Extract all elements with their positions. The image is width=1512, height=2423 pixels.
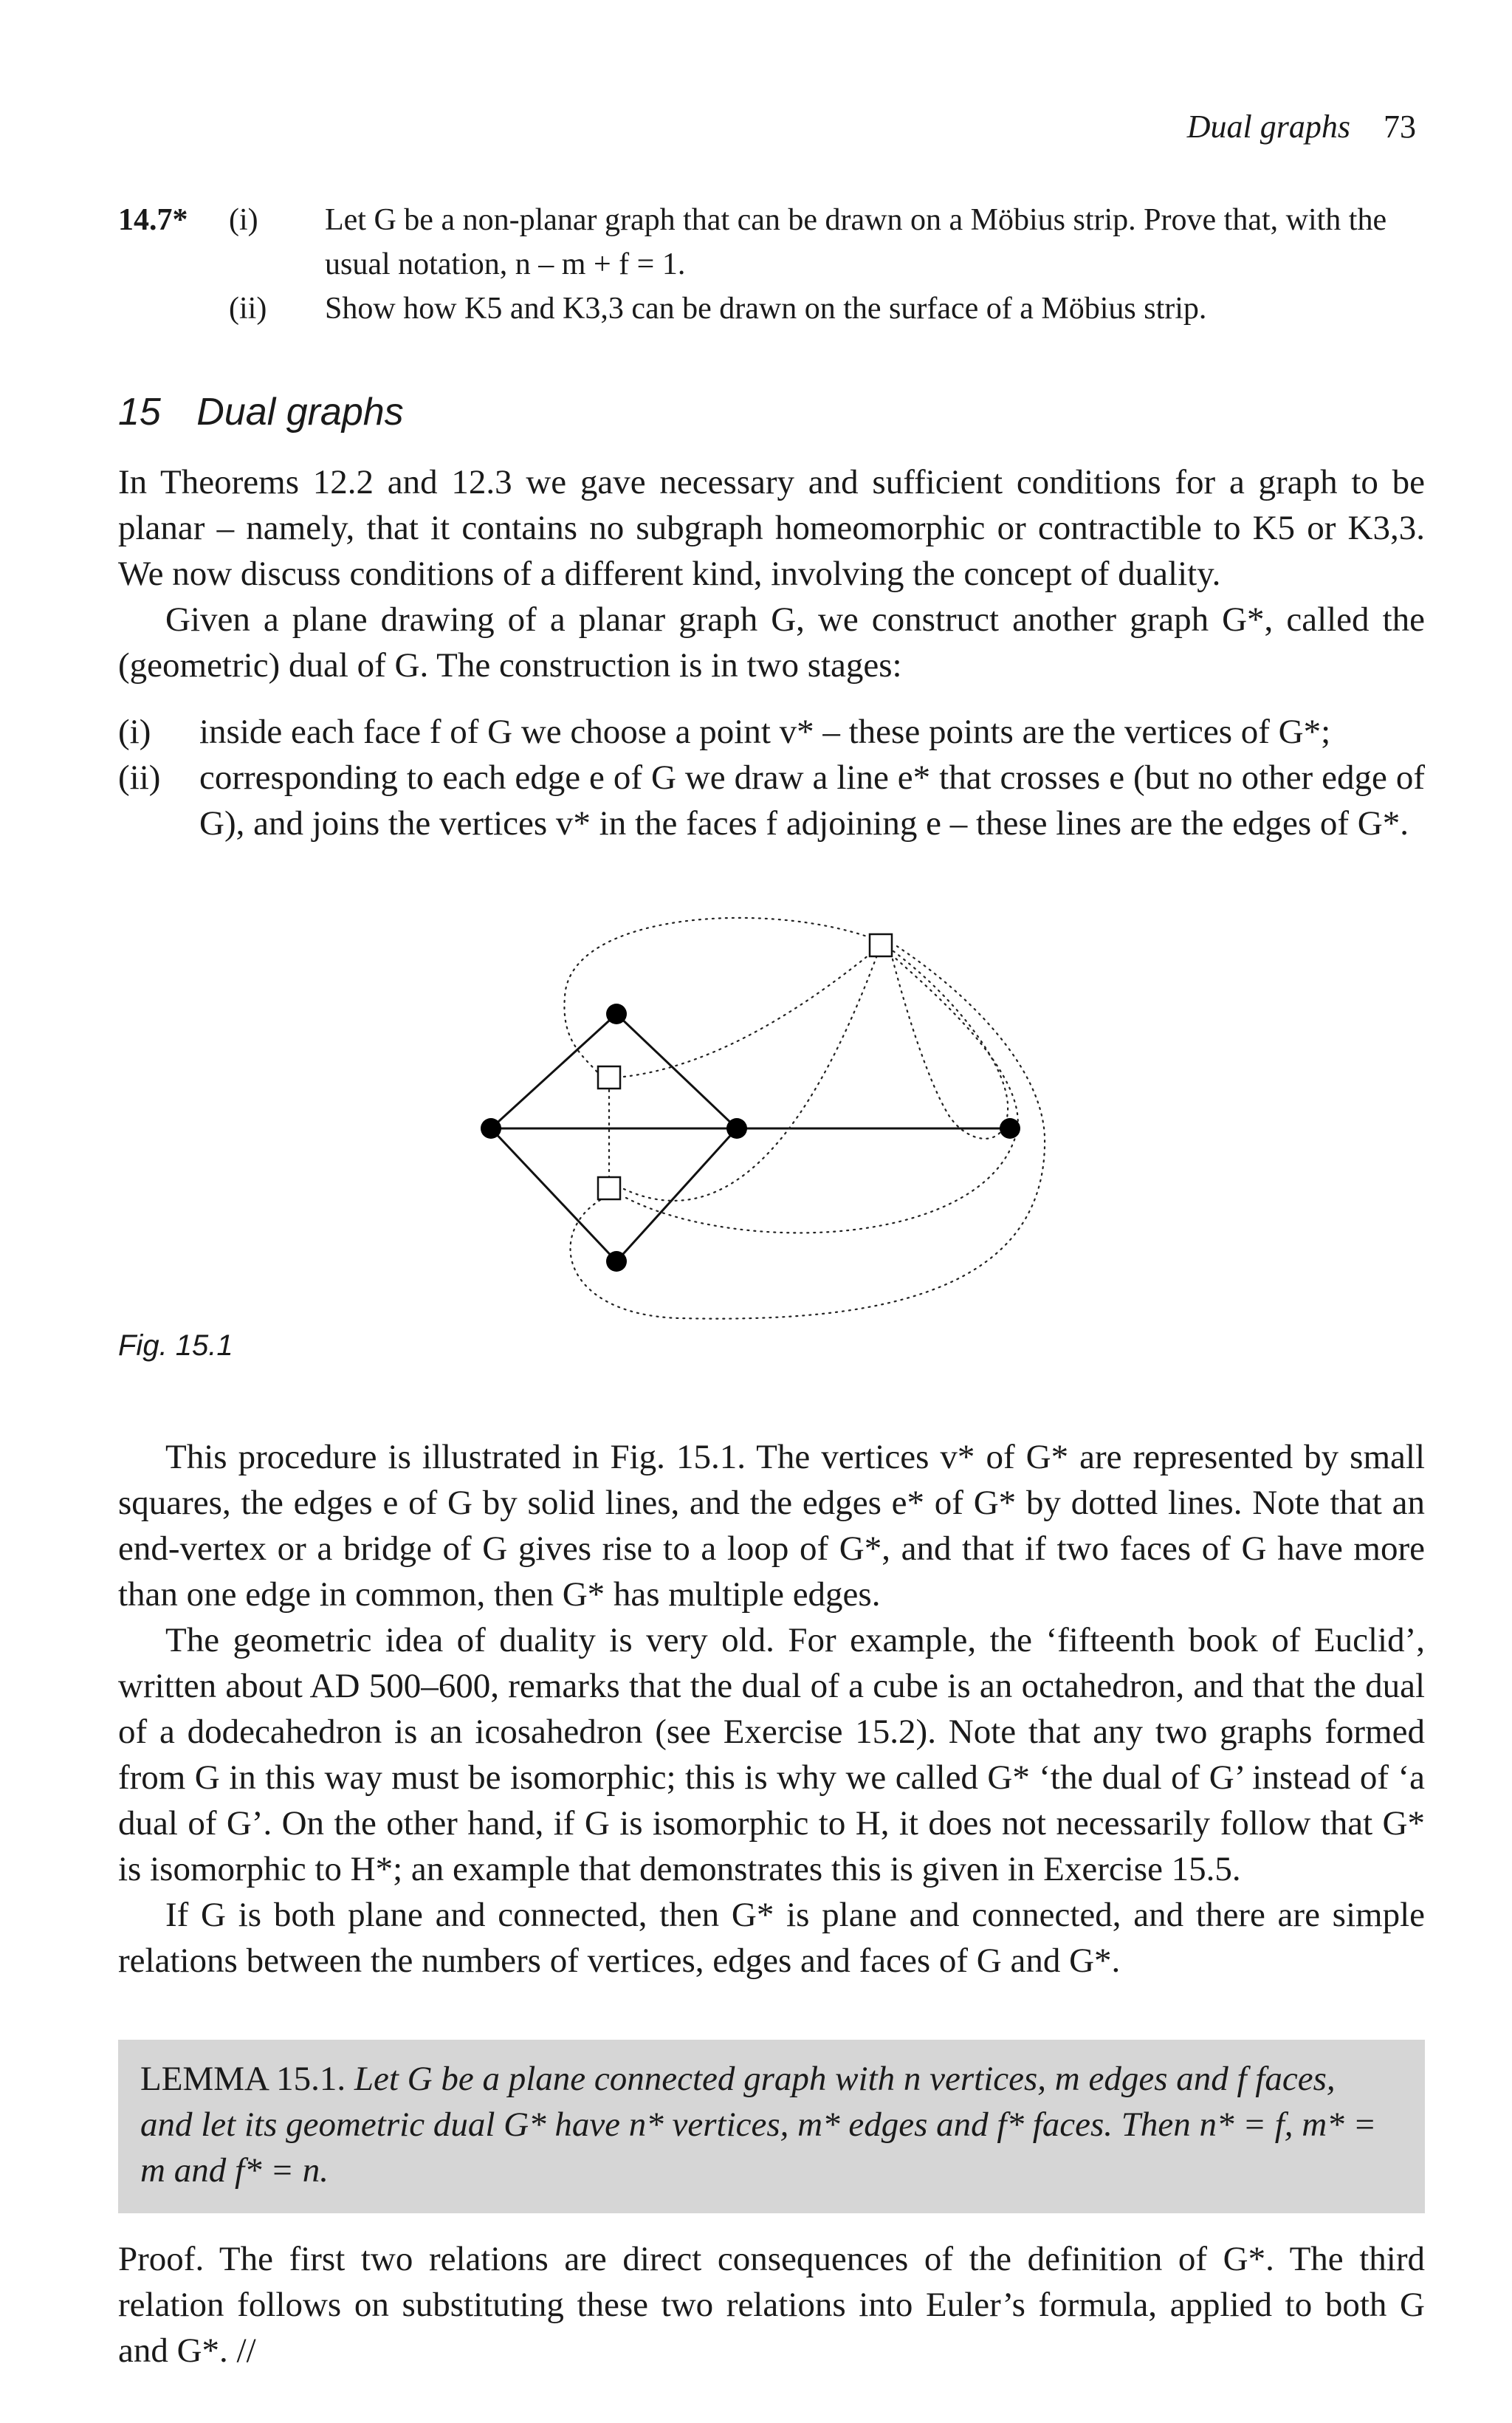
dual-vertex bbox=[598, 1177, 620, 1199]
figure-caption: Fig. 15.1 bbox=[118, 1329, 233, 1362]
section-title: Dual graphs bbox=[196, 391, 404, 433]
paragraph-history: The geometric idea of duality is very old. For example, the ‘fifteenth book of Euclid’, written about AD 500–600, remarks that the dual of a cube is an octahedron, and that the dual of a dodecahedron is an icosahedron (see Exercise 15.2). Note that any two graphs formed from G in this way must be isomorphic; this is why we called G* ‘the dual of G’ instead of ‘a dual of G’. On the other hand, if G is isomorphic to H, it does not necessarily follow that G* is isomorphic to H*; an example that demonstrates this is given in Exercise 15.5. bbox=[118, 1621, 1425, 1888]
lemma-label: LEMMA 15.1. bbox=[140, 2060, 346, 2098]
list-item bbox=[118, 755, 1425, 846]
paragraph-intro: In Theorems 12.2 and 12.3 we gave necessary and sufficient conditions for a graph to be planar – namely, that it contains no subgraph homeomorphic or contractible to K5 or K3,3. We now discuss conditions of a different kind, involving the concept of duality. bbox=[118, 463, 1425, 593]
dual-edge bbox=[624, 945, 881, 1201]
graph-vertex bbox=[606, 1004, 627, 1024]
list-item-label: (i) bbox=[118, 713, 151, 751]
exercise-item-text: Show how K5 and K3,3 can be drawn on the surface of a Möbius strip. bbox=[325, 292, 1207, 326]
running-header bbox=[1187, 108, 1416, 145]
dual-vertex bbox=[598, 1066, 620, 1089]
exercise-item-label: (i) bbox=[229, 203, 258, 237]
running-title: Dual graphs bbox=[1186, 109, 1350, 145]
construction-list bbox=[118, 709, 1425, 846]
lemma-text: Let G be a plane connected graph with n vertices, m edges and f faces, and let its geometric dual G* have n* vertices, m* edges and f* faces. Then n* = f, m* = m and f* = n. bbox=[140, 2060, 1377, 2190]
paragraph-relations: If G is both plane and connected, then G* is plane and connected, and there are simple relations between the numbers of vertices, edges and faces of G and G*. bbox=[118, 1896, 1425, 1980]
section-heading bbox=[118, 390, 404, 434]
list-item-text: corresponding to each edge e of G we draw a line e* that crosses e (but no other edge of G), and joins the vertices v* in the faces f adjoining e – these lines are the edges of G*. bbox=[199, 758, 1425, 843]
dual-edge bbox=[564, 918, 871, 1075]
paragraph-illustration: This procedure is illustrated in Fig. 15.1. The vertices v* of G* are represented by small squares, the edges e of G by solid lines, and the edges e* of G* by dotted lines. Note that an end-vertex or a bridge of G gives rise to a loop of G*, and that if two faces of G have more than one edge in common, then G* has multiple edges. bbox=[118, 1438, 1425, 1614]
graph-vertex bbox=[481, 1118, 501, 1139]
exercise-item-text: Let G be a non-planar graph that can be drawn on a Möbius strip. Prove that, with the usual notation, n – m + f = 1. bbox=[325, 203, 1387, 281]
proof-paragraph: Proof. The first two relations are direct consequences of the definition of G*. The third relation follows on substituting these two relations into Euler’s formula, applied to both G and G*. // bbox=[118, 2240, 1425, 2370]
graph-edge bbox=[616, 1128, 737, 1261]
dual-vertex bbox=[870, 934, 892, 956]
page-number: 73 bbox=[1384, 109, 1416, 145]
exercise-item-label: (ii) bbox=[229, 292, 267, 326]
dual-edge bbox=[892, 951, 1008, 1139]
lemma-box bbox=[118, 2040, 1425, 2213]
dual-edge bbox=[626, 956, 1018, 1233]
paragraph-dual-definition: Given a plane drawing of a planar graph G, we construct another graph G*, called the (geometric) dual of G. The construction is in two stages: bbox=[118, 600, 1425, 685]
graph-vertex bbox=[726, 1118, 747, 1139]
graph-edge bbox=[616, 1014, 737, 1128]
graph-vertex bbox=[1000, 1118, 1020, 1139]
section-number: 15 bbox=[118, 391, 161, 433]
list-item-text: inside each face f of G we choose a point v* – these points are the vertices of G*; bbox=[199, 713, 1331, 751]
graph-vertex bbox=[606, 1251, 627, 1272]
exercise-number: 14.7* bbox=[118, 203, 188, 237]
list-item bbox=[118, 709, 1425, 755]
list-item-label: (ii) bbox=[118, 758, 161, 797]
dual-graph-figure bbox=[458, 908, 1122, 1344]
